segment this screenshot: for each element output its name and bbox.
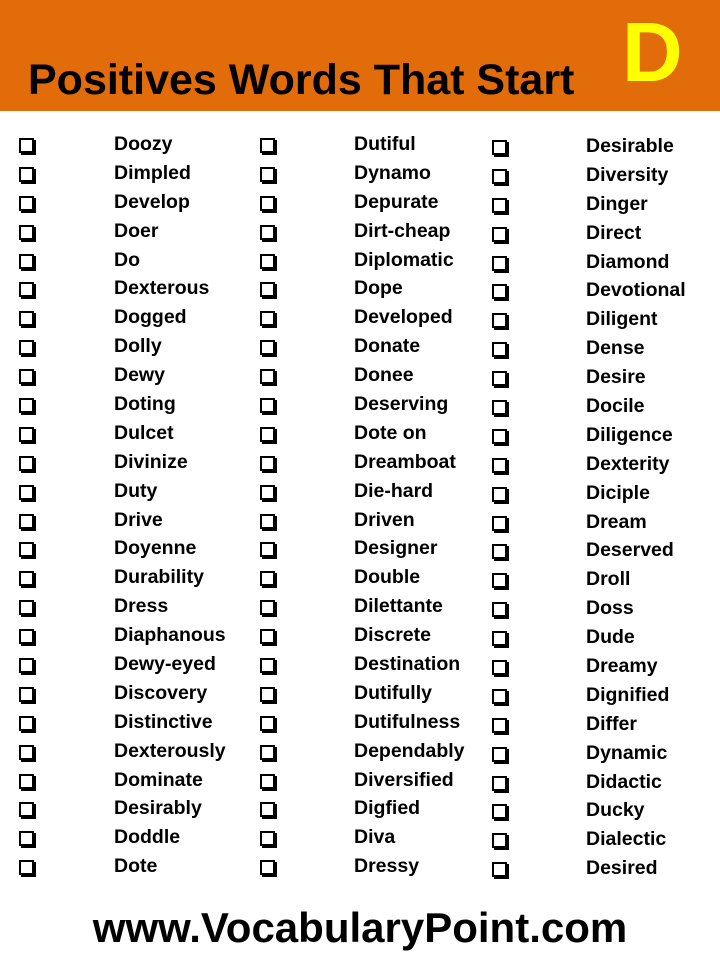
- checkbox-icon[interactable]: [19, 427, 34, 442]
- checkbox-icon[interactable]: [492, 718, 507, 733]
- word-label: Desirably: [114, 797, 202, 820]
- checkbox-icon[interactable]: [260, 860, 275, 875]
- word-label: Dexterous: [114, 277, 210, 300]
- checkbox-icon[interactable]: [492, 429, 507, 444]
- word-label: Doting: [114, 393, 176, 416]
- checkbox-icon[interactable]: [492, 833, 507, 848]
- checkbox-icon[interactable]: [260, 456, 275, 471]
- word-label: Dinger: [586, 192, 648, 215]
- word-label: Dote: [114, 855, 158, 878]
- checkbox-icon[interactable]: [260, 774, 275, 789]
- word-label: Desired: [586, 857, 658, 880]
- checkbox-icon[interactable]: [19, 282, 34, 297]
- checkbox-icon[interactable]: [260, 514, 275, 529]
- word-label: Doss: [586, 597, 634, 620]
- checkbox-icon[interactable]: [492, 198, 507, 213]
- word-label: Dynamic: [586, 741, 668, 764]
- word-label: Dress: [114, 595, 169, 618]
- checkbox-icon[interactable]: [492, 544, 507, 559]
- word-label: Dewy: [114, 364, 165, 387]
- checkbox-icon[interactable]: [260, 658, 275, 673]
- checkbox-icon[interactable]: [260, 225, 275, 240]
- word-label: Destination: [354, 653, 461, 676]
- checkbox-icon[interactable]: [260, 802, 275, 817]
- word-label: Dewy-eyed: [114, 653, 216, 676]
- checkbox-icon[interactable]: [492, 342, 507, 357]
- checkbox-icon[interactable]: [260, 398, 275, 413]
- checkbox-icon[interactable]: [19, 774, 34, 789]
- checkbox-icon[interactable]: [260, 716, 275, 731]
- checkbox-icon[interactable]: [260, 831, 275, 846]
- checkbox-icon[interactable]: [19, 225, 34, 240]
- checkbox-icon[interactable]: [19, 485, 34, 500]
- word-label: Dynamo: [354, 161, 431, 184]
- word-label: Dense: [586, 337, 645, 360]
- word-label: Docile: [586, 395, 645, 418]
- checkbox-icon[interactable]: [492, 487, 507, 502]
- word-label: Dignified: [586, 683, 670, 706]
- word-label: Diligent: [586, 308, 658, 331]
- word-label: Dote on: [354, 421, 427, 444]
- word-label: Develop: [114, 190, 190, 213]
- checkbox-icon[interactable]: [492, 602, 507, 617]
- checkbox-icon[interactable]: [19, 340, 34, 355]
- checkbox-icon[interactable]: [492, 284, 507, 299]
- word-label: Drive: [114, 508, 163, 531]
- word-label: Depurate: [354, 190, 439, 213]
- checkbox-icon[interactable]: [492, 631, 507, 646]
- checkbox-icon[interactable]: [492, 776, 507, 791]
- checkbox-icon[interactable]: [492, 458, 507, 473]
- checkbox-icon[interactable]: [260, 167, 275, 182]
- checkbox-icon[interactable]: [260, 340, 275, 355]
- word-label: Dressy: [354, 855, 420, 878]
- checkbox-icon[interactable]: [492, 227, 507, 242]
- word-label: Dirt-cheap: [354, 219, 451, 242]
- word-label: Deserving: [354, 393, 449, 416]
- checkbox-icon[interactable]: [492, 400, 507, 415]
- checkbox-icon[interactable]: [492, 747, 507, 762]
- checkbox-icon[interactable]: [492, 371, 507, 386]
- checkbox-icon[interactable]: [492, 256, 507, 271]
- checkbox-icon[interactable]: [492, 804, 507, 819]
- word-label: Dimpled: [114, 161, 191, 184]
- checkbox-icon[interactable]: [19, 745, 34, 760]
- word-label: Donee: [354, 364, 414, 387]
- word-label: Direct: [586, 221, 642, 244]
- word-label: Doddle: [114, 826, 181, 849]
- word-label: Diversity: [586, 163, 669, 186]
- word-label: Dependably: [354, 739, 465, 762]
- checkbox-icon[interactable]: [19, 398, 34, 413]
- checkbox-icon[interactable]: [260, 196, 275, 211]
- checkbox-icon[interactable]: [260, 254, 275, 269]
- checkbox-icon[interactable]: [492, 862, 507, 877]
- word-label: Doozy: [114, 133, 173, 155]
- checkbox-icon[interactable]: [19, 687, 34, 702]
- word-label: Durability: [114, 566, 204, 589]
- checkbox-icon[interactable]: [260, 542, 275, 557]
- word-label: Dolly: [114, 335, 162, 358]
- checkbox-icon[interactable]: [19, 138, 34, 153]
- word-label: Devotional: [586, 279, 686, 302]
- checkbox-icon[interactable]: [19, 831, 34, 846]
- word-label: Dream: [586, 510, 647, 533]
- checkbox-icon[interactable]: [492, 516, 507, 531]
- word-label: Dreamy: [586, 655, 658, 678]
- checkbox-icon[interactable]: [19, 514, 34, 529]
- checkbox-icon[interactable]: [260, 369, 275, 384]
- word-label: Dutifulness: [354, 710, 461, 733]
- word-label: Dope: [354, 277, 403, 300]
- word-label: Desire: [586, 366, 646, 389]
- word-label: Didactic: [586, 770, 662, 793]
- word-label: Developed: [354, 306, 453, 329]
- word-label: Discrete: [354, 624, 431, 647]
- word-label: Deserved: [586, 539, 674, 562]
- checkbox-icon[interactable]: [19, 802, 34, 817]
- word-label: Duty: [114, 479, 158, 502]
- checkbox-icon[interactable]: [19, 254, 34, 269]
- checkbox-icon[interactable]: [260, 427, 275, 442]
- word-label: Doyenne: [114, 537, 197, 560]
- word-label: Diamond: [586, 250, 670, 273]
- word-label: Die-hard: [354, 479, 434, 502]
- word-label: Donate: [354, 335, 421, 358]
- checkbox-icon[interactable]: [492, 573, 507, 588]
- checkbox-icon[interactable]: [19, 196, 34, 211]
- title-letter: D: [622, 5, 683, 99]
- checkbox-icon[interactable]: [492, 660, 507, 675]
- checkbox-icon[interactable]: [19, 542, 34, 557]
- checkbox-icon[interactable]: [260, 600, 275, 615]
- word-label: Dreamboat: [354, 450, 456, 473]
- word-label: Dutiful: [354, 133, 416, 155]
- checkbox-icon[interactable]: [492, 140, 507, 155]
- checkbox-icon[interactable]: [260, 138, 275, 153]
- word-label: Discovery: [114, 681, 208, 704]
- word-label: Dominate: [114, 768, 203, 791]
- word-label: Doer: [114, 219, 159, 242]
- word-label: Droll: [586, 568, 631, 591]
- word-label: Dogged: [114, 306, 187, 329]
- checkbox-icon[interactable]: [19, 571, 34, 586]
- word-label: Diligence: [586, 423, 673, 446]
- website-url: www.VocabularyPoint.com: [92, 904, 628, 951]
- word-label: Dexterously: [114, 739, 226, 762]
- checkbox-icon[interactable]: [19, 600, 34, 615]
- checkbox-icon[interactable]: [492, 169, 507, 184]
- checkbox-icon[interactable]: [19, 658, 34, 673]
- word-label: Differ: [586, 712, 637, 735]
- word-label: Double: [354, 566, 421, 589]
- word-label: Diplomatic: [354, 248, 454, 271]
- word-label: Dude: [586, 626, 635, 649]
- checkbox-icon[interactable]: [19, 860, 34, 875]
- checkbox-icon[interactable]: [19, 369, 34, 384]
- word-label: Diciple: [586, 481, 650, 504]
- word-label: Diva: [354, 826, 396, 849]
- header-banner: [0, 0, 720, 111]
- word-label: Ducky: [586, 799, 645, 822]
- word-label: Designer: [354, 537, 438, 560]
- word-label: Do: [114, 248, 140, 271]
- word-label: Dilettante: [354, 595, 443, 618]
- checkbox-icon[interactable]: [260, 311, 275, 326]
- word-label: Desirable: [586, 135, 674, 157]
- checkbox-icon[interactable]: [260, 745, 275, 760]
- word-label: Driven: [354, 508, 415, 531]
- checkbox-icon[interactable]: [19, 456, 34, 471]
- checkbox-icon[interactable]: [260, 687, 275, 702]
- checkbox-icon[interactable]: [19, 167, 34, 182]
- checkbox-icon[interactable]: [260, 629, 275, 644]
- checkbox-icon[interactable]: [260, 485, 275, 500]
- page-title: Positives Words That Start: [28, 56, 575, 104]
- checkbox-icon[interactable]: [492, 313, 507, 328]
- checkbox-icon[interactable]: [19, 629, 34, 644]
- checkbox-icon[interactable]: [260, 571, 275, 586]
- checkbox-icon[interactable]: [260, 282, 275, 297]
- checkbox-icon[interactable]: [19, 311, 34, 326]
- word-label: Diaphanous: [114, 624, 226, 647]
- word-label: Diversified: [354, 768, 454, 791]
- word-label: Dutifully: [354, 681, 432, 704]
- word-label: Distinctive: [114, 710, 213, 733]
- word-label: Dulcet: [114, 421, 174, 444]
- checkbox-icon[interactable]: [19, 716, 34, 731]
- word-label: Dialectic: [586, 828, 667, 851]
- word-label: Digfied: [354, 797, 421, 820]
- word-label: Divinize: [114, 450, 188, 473]
- word-label: Dexterity: [586, 452, 670, 475]
- checkbox-icon[interactable]: [492, 689, 507, 704]
